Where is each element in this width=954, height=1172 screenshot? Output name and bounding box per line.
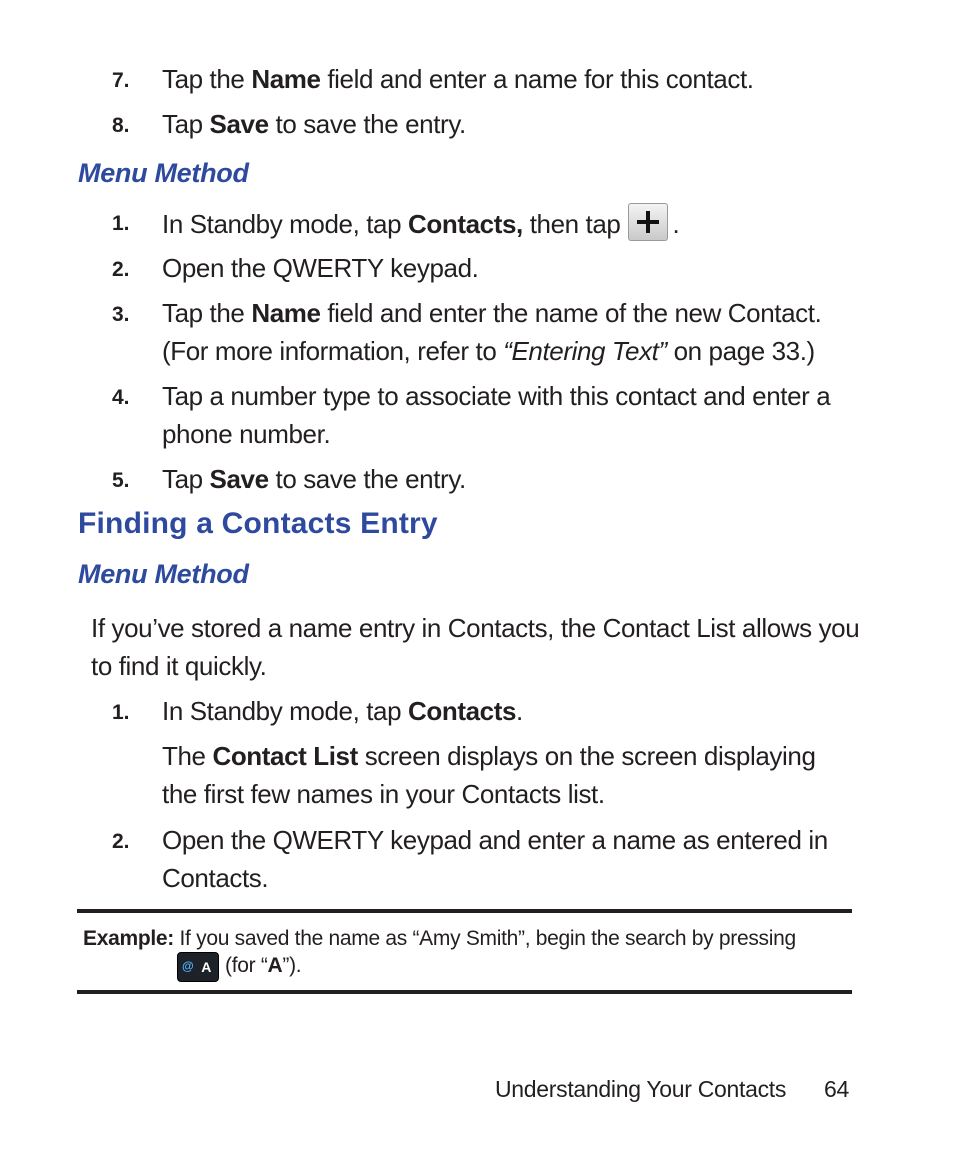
example-note: Example: If you saved the name as “Amy Smith”, begin the search by pressing @ A (for “A”). (83, 926, 853, 982)
step-number: 2. (112, 830, 130, 853)
step-number: 2. (112, 258, 130, 281)
save-label: Save (209, 109, 269, 139)
step-text: Tap the Name field and enter a name for this contact. (162, 64, 754, 94)
step-number: 1. (112, 701, 130, 724)
cross-reference: “Entering Text” (503, 336, 667, 366)
step-text: Open the QWERTY keypad. (162, 253, 479, 283)
section-heading: Finding a Contacts Entry (78, 507, 438, 540)
plus-icon (628, 203, 668, 241)
contact-list-label: Contact List (212, 741, 358, 771)
save-label: Save (209, 464, 269, 494)
step-number: 7. (112, 69, 130, 92)
step-text: Open the QWERTY keypad and enter a name as entered in Contacts. (162, 825, 828, 893)
intro-paragraph: If you’ve stored a name entry in Contacts, the Contact List allows you to find it quickly. (91, 613, 860, 681)
step-number: 3. (112, 303, 130, 326)
note-label: Example: (83, 927, 174, 950)
section-subheading: Menu Method (78, 559, 249, 589)
section-subheading: Menu Method (78, 158, 249, 188)
step-number: 4. (112, 386, 130, 409)
contacts-label: Contacts, (408, 209, 523, 239)
step-text: Tap Save to save the entry. (162, 464, 466, 494)
contacts-label: Contacts (408, 696, 517, 726)
note-top-rule (77, 909, 852, 913)
step-number: 8. (112, 114, 130, 137)
step-text: Tap a number type to associate with this contact and enter a phone number. (162, 381, 831, 449)
step-text: Tap the Name field and enter the name of the new Contact. (For more information, refer to “Entering Text” on page 33.) (162, 298, 822, 366)
note-bottom-rule (77, 990, 852, 994)
page-number: 64 (824, 1076, 849, 1102)
step-number: 5. (112, 469, 130, 492)
step-text: Tap Save to save the entry. (162, 109, 466, 139)
name-field-label: Name (251, 298, 321, 328)
step-text: In Standby mode, tap Contacts. (162, 696, 523, 726)
at-a-key-icon: @ A (177, 952, 219, 982)
step-text: In Standby mode, tap Contacts, then tap . (162, 203, 852, 243)
step-number: 1. (112, 212, 130, 235)
note-text: If you saved the name as “Amy Smith”, begin the search by pressing (173, 927, 796, 950)
name-field-label: Name (251, 64, 321, 94)
footer-section-title: Understanding Your Contacts (495, 1076, 787, 1102)
step-detail-text: The Contact List screen displays on the screen displaying the first few names in your Contacts list. (162, 741, 816, 809)
